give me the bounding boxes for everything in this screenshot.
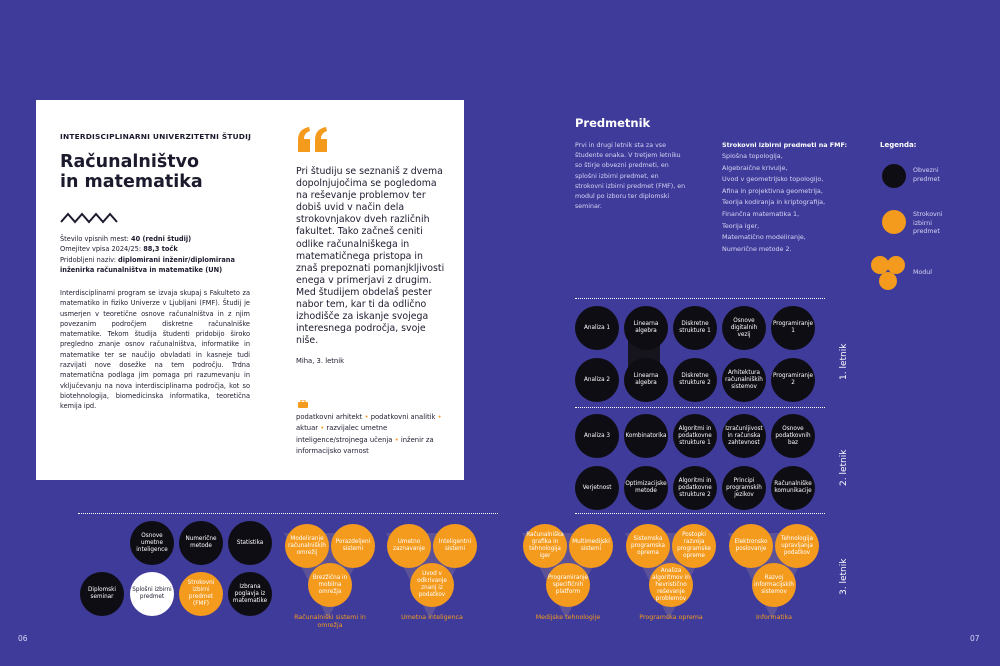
module-3-course-b: Multimedijski sistemi: [569, 524, 613, 568]
title-line-2: in matematika: [60, 172, 203, 192]
year-2-label: 2. letnik: [839, 449, 849, 486]
legend-elective-circle: [882, 210, 906, 234]
course-algoritmi-2: Algoritmi in podatkovne strukture 2: [673, 466, 717, 510]
course-verjetnost: Verjetnost: [575, 466, 619, 510]
module-5-course-a: Elektronsko poslovanje: [729, 524, 773, 568]
course-programiranje-2: Programiranje 2: [771, 358, 815, 402]
module-4-course-b: Postopki razvoja programske opreme: [672, 524, 716, 568]
career-list: podatkovni arhitekt • podatkovni analitik • aktuar • razvijalec umetne inteligence/strojnega učenja • inženir za informacijsko varnost: [296, 413, 442, 455]
module-5-name: Informatika: [755, 614, 792, 621]
divider: [78, 513, 498, 514]
module-1-course-a: Modeliranje računalniških omrežij: [285, 524, 329, 568]
zigzag-decoration-icon: [60, 212, 118, 224]
program-facts: [60, 234, 240, 275]
course-kombinatorika: Kombinatorika: [624, 414, 668, 458]
course-umetna-inteligenca: Osnove umetne inteligence: [130, 521, 174, 565]
electives-list: Splošna topologija, Algebraične krivulje, Uvod v geometrijsko topologijo, Afina in projektivna geometrija, Teorija kodiranja in kriptografija, Finančna matematika 1, Teorija iger, Matematično modeliranje, Numerične metode 2.: [722, 152, 826, 253]
module-4-course-a: Sistemska programska oprema: [626, 524, 670, 568]
course-analiza-1: Analiza 1: [575, 306, 619, 350]
course-analiza-3: Analiza 3: [575, 414, 619, 458]
course-digitalna-vezja: Osnove digitalnih vezij: [722, 306, 766, 350]
program-title: [60, 152, 203, 192]
title-line-1: Računalništvo: [60, 152, 200, 172]
legend-module-label: Modul: [913, 269, 933, 276]
module-4-course-c: Analiza algoritmov in hevristično reševanje problemov: [649, 563, 693, 607]
course-numericne-metode: Numerične metode: [179, 521, 223, 565]
module-3-course-c: Programiranje specifičnih platform: [546, 563, 590, 607]
module-2-name: Umetna inteligenca: [401, 614, 463, 621]
module-1-course-b: Porazdeljeni sistemi: [331, 524, 375, 568]
legend-mandatory-circle: [882, 164, 906, 188]
course-statistika: Statistika: [228, 521, 272, 565]
course-strokovni-izbirni: Strokovni izbirni predmet (FMF): [179, 572, 223, 616]
electives-title: Strokovni izbirni predmeti na FMF:: [722, 141, 848, 149]
course-diskretne-strukture-2: Diskretne strukture 2: [673, 358, 717, 402]
course-komunikacije: Računalniške komunikacije: [771, 466, 815, 510]
divider: [575, 407, 825, 408]
fact-limit: Omejitev vpisa 2024/25: 88,3 točk: [60, 245, 178, 254]
career-item: razvijalec umetne inteligence/strojnega učenja: [296, 424, 393, 444]
module-3-course-a: Računalniška grafika in tehnologija iger: [523, 524, 567, 568]
fact-places: Število vpisnih mest: 40 (redni študij): [60, 235, 192, 243]
briefcase-icon: [298, 400, 308, 408]
module-1-name: Računalniški sistemi in omrežja: [294, 614, 366, 629]
course-podatkovne-baze: Osnove podatkovnih baz: [771, 414, 815, 458]
career-item: podatkovni analitik: [370, 413, 436, 421]
course-arhitektura: Arhitektura računalniških sistemov: [722, 358, 766, 402]
course-optimizacija: Optimizacijske metode: [624, 466, 668, 510]
course-programski-jeziki: Principi programskih jezikov: [722, 466, 766, 510]
fact-title-cont: inženirka računalništva in matematike (UN): [60, 265, 223, 274]
course-diplomski-seminar: Diplomski seminar: [80, 572, 124, 616]
career-item: podatkovni arhitekt: [296, 413, 363, 421]
program-card: [36, 100, 464, 480]
career-item: inženir za informacijsko varnost: [296, 435, 434, 455]
module-5-course-b: Tehnologija upravljanja podatkov: [775, 524, 819, 568]
page-number-right: 07: [970, 634, 980, 643]
legend-elective-label: Strokovni izbirni predmet: [913, 211, 943, 235]
course-linearna-algebra-1: Linearna algebra: [624, 306, 668, 350]
course-diskretne-strukture-1: Diskretne strukture 1: [673, 306, 717, 350]
curriculum-intro: Prvi in drugi letnik sta za vse študente enaka. V tretjem letniku so štirje obvezni predmeti, en splošni izbirni predmet, en strokovni izbirni predmet (FMF), en modul po izboru ter diplomski seminar.: [575, 142, 686, 211]
curriculum-title: Predmetnik: [575, 116, 651, 130]
year-3-label: 3. letnik: [839, 558, 849, 595]
course-linearna-algebra-2: Linearna algebra: [624, 358, 668, 402]
page-number-left: 06: [18, 634, 28, 643]
module-2-course-c: Uvod v odkrivanje znanj iz podatkov: [410, 563, 454, 607]
course-izbrana-poglavja: Izbrana poglavja iz matematike: [228, 572, 272, 616]
module-2-course-a: Umetno zaznavanje: [387, 524, 431, 568]
quote-author: Miha, 3. letnik: [296, 357, 345, 365]
career-item: aktuar: [296, 424, 319, 433]
course-izracunljivost: Izračunljivost in računska zahtevnost: [722, 414, 766, 458]
course-analiza-2: Analiza 2: [575, 358, 619, 402]
module-5-course-c: Razvoj informacijskih sistemov: [752, 563, 796, 607]
divider: [575, 513, 825, 514]
fact-title: Pridobljeni naziv: diplomirani inženir/diplomirana: [60, 255, 235, 264]
course-algoritmi-1: Algoritmi in podatkovne strukture 1: [673, 414, 717, 458]
program-type: INTERDISCIPLINARNI UNIVERZITETNI ŠTUDIJ: [60, 132, 252, 141]
course-programiranje-1: Programiranje 1: [771, 306, 815, 350]
module-2-course-b: Inteligentni sistemi: [433, 524, 477, 568]
year-1-label: 1. letnik: [839, 343, 849, 380]
legend-title: Legenda:: [880, 141, 917, 149]
quote-icon: [296, 126, 330, 154]
divider: [575, 298, 825, 299]
legend-mandatory-label: Obvezni predmet: [913, 167, 940, 183]
module-1-course-c: Brezžična in mobilna omrežja: [308, 563, 352, 607]
module-3-name: Medijske tehnologije: [535, 614, 601, 621]
program-description: Interdisciplinarni program se izvaja skupaj s Fakulteto za matematiko in fiziko Univerze v Ljubljani (FMF). Študij je usmerjen v teoretične osnove računalništva in z njim povezanim področjem diskretne računalniške matematike. Tekom študija študenti pridobijo široko pregledno znanje osnov računalništva, informatike in matematike ter se naučijo obvladati in kasneje tudi razvijati nove dosežke na tem področju. Trdna matematična podlaga jim pomaga pri razumevanju in vključevanju na nova interdisciplinarna področja, kot so biotehnologija, biomedicinska informatika, teoretična kemija ipd.: [60, 289, 250, 411]
module-4-name: Programska oprema: [639, 614, 703, 621]
course-splosni-izbirni: Splošni izbirni predmet: [130, 572, 174, 616]
student-quote: Pri študiju se seznaniš z dvema dopolnjujočima se pogledoma na reševanje problemov ter dobiš uvid v način dela strokovnjakov dveh različnih fakultet. Tako začneš ceniti odlike računalniškega in matematičnega pristopa in znaš prepoznati pomanjkljivosti enega v primerjavi z drugim. Med študijem obdelaš pester nabor tem, kar ti da odlično izhodišče za iskanje svojega interesnega področja, svoje niše.: [296, 166, 445, 347]
